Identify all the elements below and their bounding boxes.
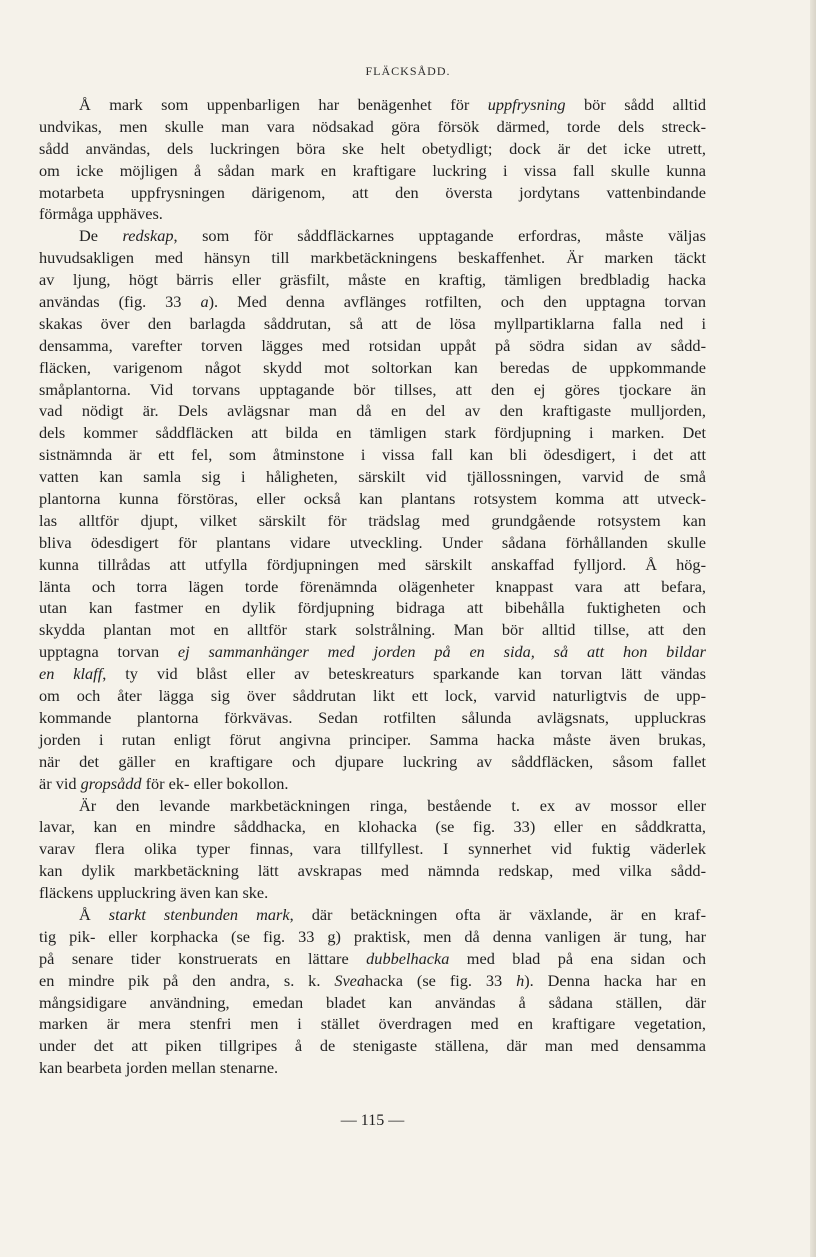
text-line [39,641,706,663]
text-run: marken är mera stenfri men i stället överdragen med en kraftigare vegetation, [39,1014,706,1034]
text-line [39,116,706,138]
text-run: med blad på ena sidan och [449,948,706,968]
text-line [39,970,706,992]
text-line [39,379,706,401]
text-line [39,685,706,707]
text-run: Å mark som uppenbarligen har benägenhet för [79,95,488,114]
text-run: bliva ödesdigert för plantans vidare utveckling. Under sådana förhållanden skulle [39,532,706,552]
text-line [39,1057,706,1079]
text-run: kan dylik markbetäckning lätt avskrapas med nämnda redskap, med vilka sådd- [39,861,706,881]
text-run: lavar, kan en mindre såddhacka, en klohacka (se fig. 33) eller en såddkratta, [39,817,706,837]
text-line [39,138,706,160]
text-line [39,597,706,619]
text-run: sistnämnda är ett fel, som åtminstone i vissa fall kan bli ödesdigert, i det att [39,445,706,465]
text-line [39,882,706,904]
italic-term: dubbelhacka [366,948,450,968]
text-line [39,663,706,685]
text-line [39,400,706,422]
text-line [39,203,706,225]
page-number: — 115 — [340,1112,405,1129]
text-run: sådd användas, dels luckringen böra ske helt obetydligt; dock är det icke utrett, [39,138,706,158]
text-run: kunna tillrådas att utfylla fördjupningen med särskilt anskaffad fylljord. Å hög- [39,554,706,574]
text-run: fläckens uppluckring även kan ske. [39,883,269,903]
text-run: utan kan fastmer en dylik fördjupning bidraga att bibehålla fuktigheten och [39,598,706,618]
text-run: ). Denna hacka har en [524,970,706,990]
italic-term: h [516,970,525,990]
text-run: Å [79,904,109,924]
text-line [39,816,706,838]
text-line [39,160,706,182]
italic-term: gropsådd [80,773,142,793]
text-line [39,729,706,751]
text-line [39,510,706,532]
text-run: förmåga upphäves. [39,204,163,224]
text-line [39,838,706,860]
text-run: kan bearbeta jorden mellan stenarne. [39,1058,279,1078]
text-line [39,1035,706,1057]
text-line [39,225,706,247]
text-run: dels kommer såddfläcken att bilda en tämligen stark fördjupning i marken. Det [39,423,706,443]
text-run: vad nödigt är. Dels avlägsnar man då en del av den kraftigaste mulljorden, [39,401,706,421]
text-run: plantorna kunna förstöras, eller också kan plantans rotsystem komma att utveck- [39,489,706,509]
text-run: Är den levande markbetäckningen ringa, bestående t. ex av mossor eller [79,795,706,815]
text-line [39,247,706,269]
text-run: densamma, varefter torven lägges med rotsidan uppåt på södra sidan av sådd- [39,335,706,355]
italic-term: ej sammanhänger med jorden på en sida, så att hon bildar [177,642,706,662]
text-run: på senare tider konstruerats en lättare [39,948,367,968]
text-line [39,707,706,729]
text-run: skydda plantan mot en alltför stark solstrålning. Man bör alltid tillse, att den [39,620,706,640]
text-run: fläcken, varigenom något skydd mot soltorkan kan beredas de uppkommande [39,357,706,377]
text-line [39,860,706,882]
text-line [39,357,706,379]
italic-term: uppfrysning [487,95,566,114]
text-line [39,948,706,970]
text-line [39,619,706,641]
text-line [39,335,706,357]
text-line [39,488,706,510]
text-run: om icke möjligen å sådan mark en kraftigare luckring i vissa fall skulle kunna [39,160,706,180]
text-run: , där betäckningen ofta är växlande, är en kraf- [289,904,706,924]
italic-term: en klaff [39,664,103,684]
text-run: , ty vid blåst eller av beteskreaturs sparkande kan torvan lätt vändas [102,664,706,684]
text-line [39,269,706,291]
text-run: tig pik- eller korphacka (se fig. 33 g) praktisk, men då denna vanligen är tung, har [39,926,706,946]
text-run: , som för såddfläckarnes upptagande erfordras, måste väljas [173,226,706,246]
text-run: varav flera olika typer finnas, vara tillfyllest. I synnerhet vid fuktig väderlek [39,839,706,859]
text-run: huvudsakligen med hänsyn till markbetäckningens beskaffenhet. Är marken täckt [39,248,706,268]
text-run: vatten kan samla sig i håligheten, särskilt vid tjällossningen, varvid de små [39,467,706,487]
text-line [39,751,706,773]
text-run: ). Med denna avflänges rotfilten, och den upptagna torvan [208,292,706,312]
text-line [39,422,706,444]
text-line [39,576,706,598]
page-edge-shadow [810,0,816,1257]
running-title: FLÄCKSÅDD. [365,64,451,78]
text-run: användas (fig. 33 [39,292,201,312]
body-text [39,94,706,1079]
text-run: kommande plantorna förkvävas. Sedan rotfilten sålunda avlägsnats, uppluckras [39,707,706,727]
text-line [39,992,706,1014]
text-run: för ek- eller bokollon. [141,773,289,793]
text-run: las alltför djupt, vilket särskilt för trädslag med grundgående rotsystem kan [39,510,706,530]
text-line [39,466,706,488]
text-line [39,1013,706,1035]
text-run: upptagna torvan [39,642,178,662]
text-line [39,94,706,116]
text-run: hacka (se fig. 33 [365,970,517,990]
text-line [39,926,706,948]
text-run: länta och torra lägen torde förenämnda olägenheter knappast vara att befara, [39,576,706,596]
text-line [39,182,706,204]
text-run: småplantorna. Vid torvans upptagande bör tillses, att den ej göres tjockare än [39,379,706,399]
text-line [39,904,706,926]
text-run: om och åter lägga sig över såddrutan likt ett lock, varvid naturligtvis de upp- [39,686,706,706]
text-run: skakas över den barlagda såddrutan, så att de lösa myllpartiklarna falla ned i [39,313,706,333]
text-run: motarbeta uppfrysningen därigenom, att den översta jordytans vattenbindande [39,182,706,202]
italic-term: Svea [334,970,366,990]
text-run: en mindre pik på den andra, s. k. [39,970,335,990]
text-line [39,444,706,466]
italic-term: starkt stenbunden mark [108,904,290,924]
text-run: när det gäller en kraftigare och djupare luckring av såddfläcken, såsom fallet [39,751,706,771]
text-run: är vid [39,773,81,793]
text-run: av ljung, högt bärris eller gräsfilt, måste en kraftig, tämligen bredbladig hacka [39,270,706,290]
text-line [39,554,706,576]
text-line [39,773,706,795]
text-run: undvikas, men skulle man vara nödsakad göra försök därmed, torde dels streck- [39,116,706,136]
text-run: under det att piken tillgripes å de stenigaste ställena, där man med densamma [39,1036,706,1056]
text-run: jorden i rutan enligt förut angivna principer. Samma hacka måste även brukas, [39,729,706,749]
text-line [39,532,706,554]
italic-term: redskap [122,226,174,246]
text-line [39,313,706,335]
text-run: mångsidigare användning, emedan bladet kan användas å sådana ställen, där [39,992,706,1012]
text-line [39,291,706,313]
italic-term: a [200,292,209,312]
text-line [39,795,706,817]
text-run: bör sådd alltid [565,95,706,114]
text-run: De [79,226,123,246]
